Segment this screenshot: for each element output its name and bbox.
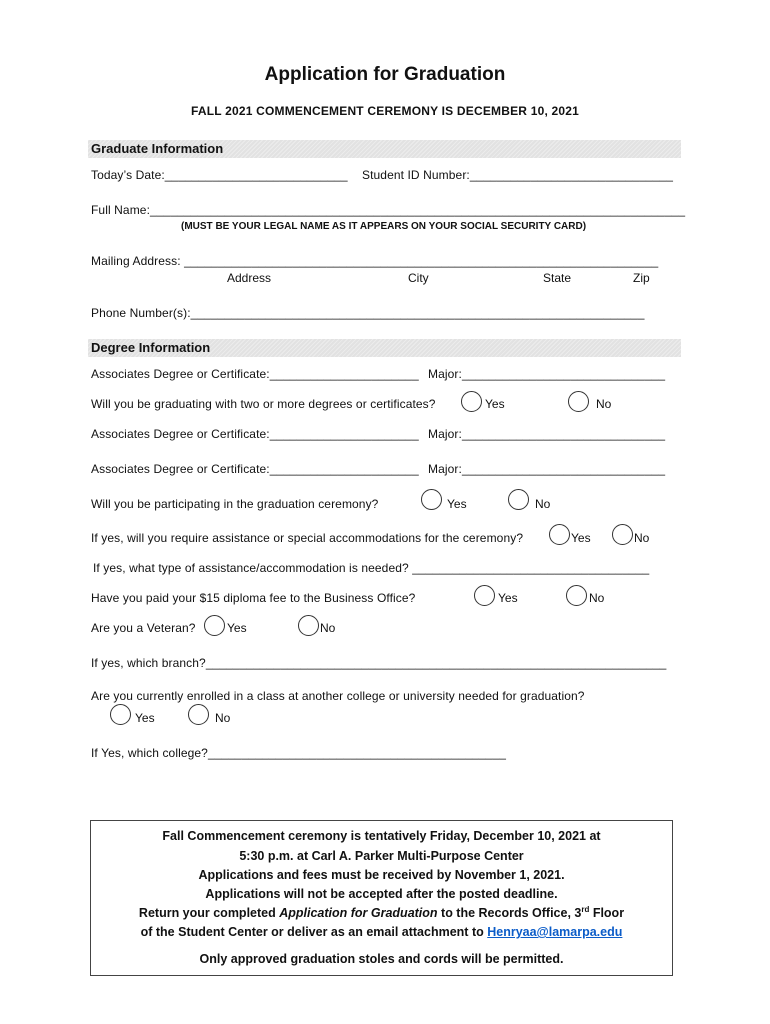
legal-name-note: (MUST BE YOUR LEGAL NAME AS IT APPEARS ON YOUR SOCIAL SECURITY CARD) [181, 221, 587, 232]
records-email-link[interactable]: Henryaa@lamarpa.edu [487, 925, 623, 939]
accommodation-question: If yes, will you require assistance or special accommodations for the ceremony? [91, 531, 524, 545]
notice-line-late-policy: Applications will not be accepted after the posted deadline. [205, 887, 558, 901]
ceremony-yes-radio[interactable] [421, 489, 442, 510]
diploma-fee-no-radio[interactable] [566, 585, 587, 606]
accommodation-yes-label: Yes [571, 531, 591, 545]
veteran-question: Are you a Veteran? [91, 621, 196, 635]
notice-line-stoles-cords: Only approved graduation stoles and cords will be permitted. [199, 952, 564, 966]
major-field-3[interactable]: Major:______________________________ [428, 462, 666, 476]
other-enrollment-no-label: No [215, 711, 231, 725]
multiple-degrees-no-label: No [596, 397, 612, 411]
ceremony-yes-label: Yes [447, 497, 467, 511]
full-name-field[interactable]: Full Name:_______________________________________________________________________________ [91, 203, 686, 217]
which-college-field[interactable]: If Yes, which college?____________________________________________ [91, 746, 506, 760]
diploma-fee-question: Have you paid your $15 diploma fee to the Business Office? [91, 591, 416, 605]
zip-caption: Zip [633, 271, 650, 285]
other-enrollment-no-radio[interactable] [188, 704, 209, 725]
associates-degree-field-2[interactable]: Associates Degree or Certificate:______________________ [91, 427, 419, 441]
diploma-fee-yes-radio[interactable] [474, 585, 495, 606]
major-field-1[interactable]: Major:______________________________ [428, 367, 666, 381]
veteran-yes-radio[interactable] [204, 615, 225, 636]
associates-degree-field-3[interactable]: Associates Degree or Certificate:______________________ [91, 462, 419, 476]
accommodation-no-label: No [634, 531, 650, 545]
accommodation-yes-radio[interactable] [549, 524, 570, 545]
diploma-fee-no-label: No [589, 591, 605, 605]
student-id-field[interactable]: Student ID Number:______________________________ [362, 168, 674, 182]
military-branch-field[interactable]: If yes, which branch?____________________________________________________________________ [91, 656, 667, 670]
veteran-no-label: No [320, 621, 336, 635]
ceremony-no-radio[interactable] [508, 489, 529, 510]
multiple-degrees-yes-label: Yes [485, 397, 505, 411]
multiple-degrees-yes-radio[interactable] [461, 391, 482, 412]
notice-line-ceremony-date: Fall Commencement ceremony is tentatively Friday, December 10, 2021 at [162, 829, 601, 843]
notice-line-email-delivery: of the Student Center or deliver as an email attachment to Henryaa@lamarpa.edu [140, 925, 623, 939]
diploma-fee-yes-label: Yes [498, 591, 518, 605]
ceremony-participation-question: Will you be participating in the graduation ceremony? [91, 497, 379, 511]
veteran-yes-label: Yes [227, 621, 247, 635]
accommodation-no-radio[interactable] [612, 524, 633, 545]
other-enrollment-yes-radio[interactable] [110, 704, 131, 725]
accommodation-type-field[interactable]: If yes, what type of assistance/accommodation is needed? ___________________________________ [93, 561, 650, 575]
page-title: Application for Graduation [264, 64, 506, 85]
associates-degree-field-1[interactable]: Associates Degree or Certificate:______________________ [91, 367, 419, 381]
multiple-degrees-no-radio[interactable] [568, 391, 589, 412]
todays-date-field[interactable]: Today’s Date:___________________________ [91, 168, 348, 182]
phone-number-field[interactable]: Phone Number(s):___________________________________________________________________ [91, 306, 645, 320]
veteran-no-radio[interactable] [298, 615, 319, 636]
form-name-emphasis: Application for Graduation [279, 906, 438, 920]
state-caption: State [543, 271, 572, 285]
notice-line-location: 5:30 p.m. at Carl A. Parker Multi-Purpose Center [239, 849, 524, 863]
other-enrollment-yes-label: Yes [135, 711, 155, 725]
notice-line-return-instructions: Return your completed Application for Graduation to the Records Office, 3rd Floor [138, 904, 625, 920]
ceremony-date-subtitle: FALL 2021 COMMENCEMENT CEREMONY IS DECEMBER 10, 2021 [190, 104, 580, 118]
other-enrollment-question: Are you currently enrolled in a class at another college or university needed for graduation? [91, 689, 585, 703]
notice-line-fee-deadline: Applications and fees must be received by November 1, 2021. [198, 868, 565, 882]
degree-information-heading: Degree Information [88, 339, 681, 357]
major-field-2[interactable]: Major:______________________________ [428, 427, 666, 441]
address-caption: Address [227, 271, 272, 285]
mailing-address-field[interactable]: Mailing Address: ______________________________________________________________________ [91, 254, 659, 268]
ceremony-no-label: No [535, 497, 551, 511]
graduate-information-heading: Graduate Information [88, 140, 681, 158]
multiple-degrees-question: Will you be graduating with two or more degrees or certificates? [91, 397, 436, 411]
city-caption: City [408, 271, 429, 285]
